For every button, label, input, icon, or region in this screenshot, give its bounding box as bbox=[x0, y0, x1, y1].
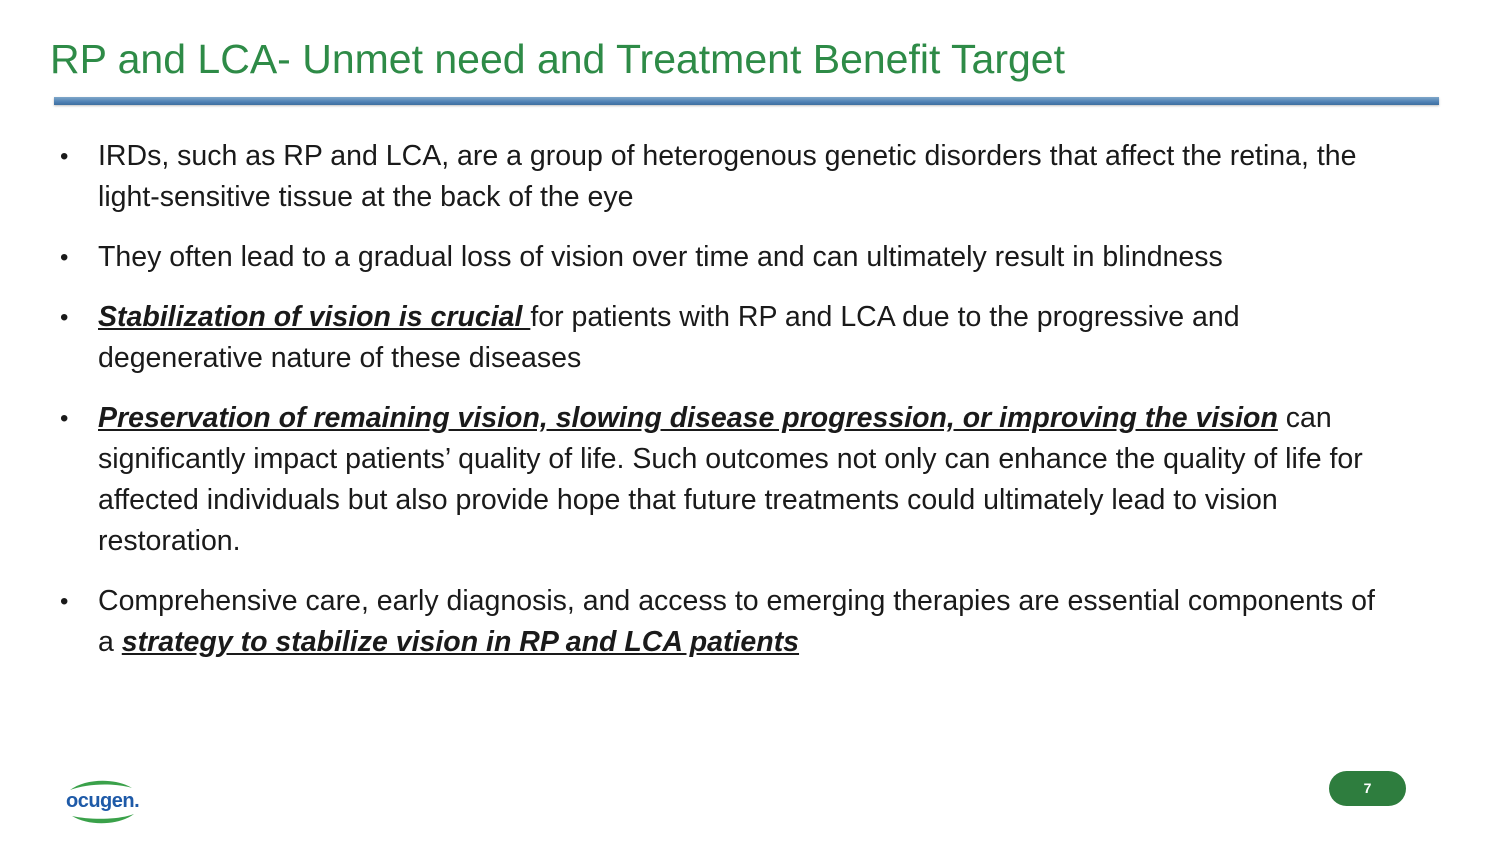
bullet-item bbox=[58, 297, 1388, 379]
bullet-marker: • bbox=[60, 304, 69, 331]
bullet-text: They often lead to a gradual loss of vision over time and can ultimately result in blindness bbox=[98, 241, 1223, 273]
bullet-marker: • bbox=[60, 244, 69, 271]
bullet-text: can significantly impact patients’ quality of life. Such outcomes not only can enhance the quality of life for affected individuals but also provide hope that future treatments could ultimately lead to vision restoration. bbox=[98, 402, 1363, 557]
bullet-text: IRDs, such as RP and LCA, are a group of heterogenous genetic disorders that affect the retina, the light-sensitive tissue at the back of the eye bbox=[98, 140, 1357, 213]
logo-text: ocugen. bbox=[66, 790, 140, 812]
bullet-text: Comprehensive care, early diagnosis, and access to emerging therapies are essential components of a bbox=[98, 585, 1375, 658]
bullet-marker: • bbox=[60, 588, 69, 615]
slide-title: RP and LCA- Unmet need and Treatment Benefit Target bbox=[50, 36, 1065, 82]
bullet-marker: • bbox=[60, 405, 69, 432]
bullet-emphasis: Preservation of remaining vision, slowing disease progression, or improving the vision bbox=[98, 402, 1278, 434]
bullet-list bbox=[58, 136, 1388, 682]
title-divider bbox=[54, 97, 1439, 105]
bullet-item bbox=[58, 136, 1388, 218]
ocugen-logo bbox=[64, 778, 144, 828]
bullet-item bbox=[58, 398, 1388, 562]
bullet-marker: • bbox=[60, 143, 69, 170]
bullet-item bbox=[58, 581, 1388, 663]
bullet-item bbox=[58, 237, 1388, 278]
bullet-emphasis: Stabilization of vision is crucial bbox=[98, 301, 531, 333]
page-number-badge: 7 bbox=[1329, 771, 1406, 806]
bullet-emphasis: strategy to stabilize vision in RP and LCA patients bbox=[121, 626, 800, 658]
bullet-text: for patients with RP and LCA due to the progressive and degenerative nature of these diseases bbox=[98, 301, 1240, 374]
